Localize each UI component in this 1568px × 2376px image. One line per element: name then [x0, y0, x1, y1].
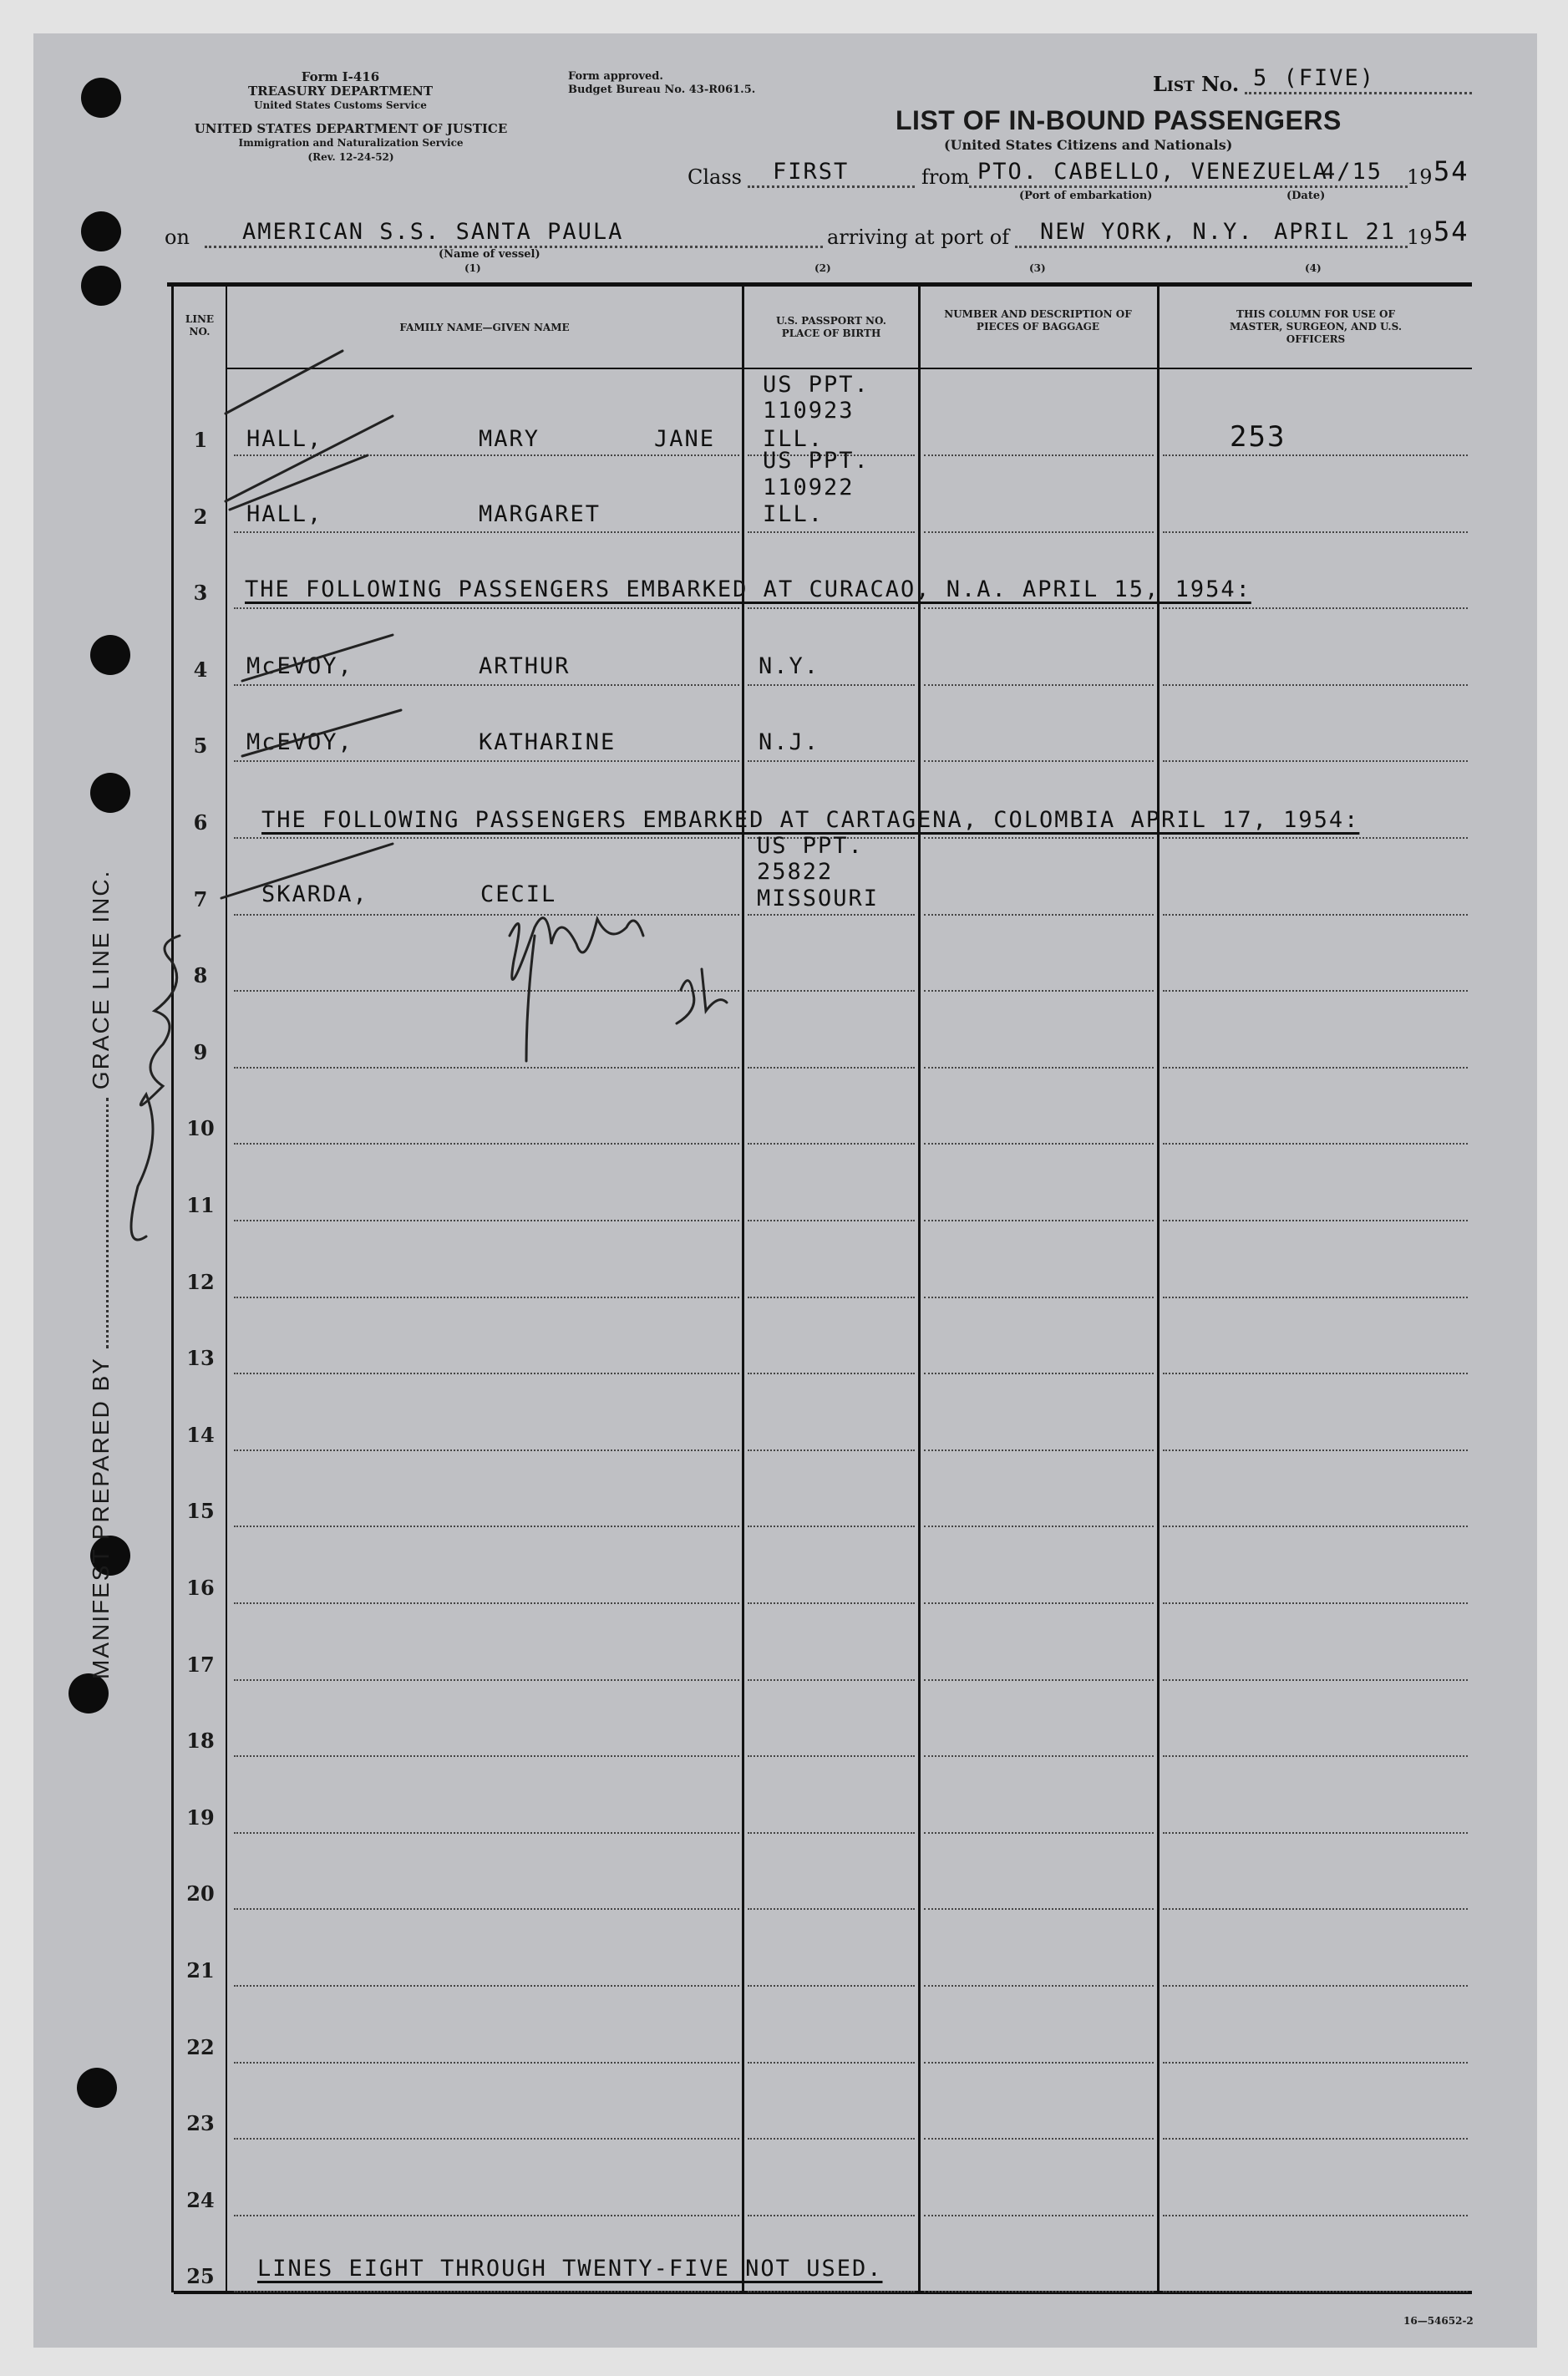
line-number: 14: [186, 1422, 215, 1447]
r1-family: HALL,: [246, 426, 323, 452]
r1-ppt-b: 110923: [763, 398, 855, 424]
company-name: GRACE LINE INC.: [88, 869, 114, 1090]
date-caption: (Date): [1286, 190, 1326, 202]
treasury-department: TREASURY DEPARTMENT: [247, 84, 434, 99]
line-number: 4: [193, 657, 208, 682]
col2-caption: (2): [814, 262, 831, 274]
justice-department: UNITED STATES DEPARTMENT OF JUSTICE: [194, 121, 508, 136]
r6-embark-note: THE FOLLOWING PASSENGERS EMBARKED AT CARTAGENA, COLOMBIA APRIL 17, 1954:: [261, 807, 1360, 833]
line-number: 1: [193, 428, 208, 452]
vessel-name: AMERICAN S.S. SANTA PAULA: [242, 219, 624, 245]
list-no-value: 5 (FIVE): [1253, 65, 1376, 91]
line-number: 23: [186, 2111, 215, 2136]
official-initials-mark: [526, 936, 535, 1061]
r5-given: KATHARINE: [479, 729, 617, 755]
r2-given: MARGARET: [479, 501, 601, 527]
r5-birth: N.J.: [759, 729, 820, 755]
check-mark: [226, 351, 343, 414]
line-number: 6: [193, 810, 208, 835]
line-number: 17: [186, 1652, 215, 1677]
form-number: Form I-416: [301, 69, 380, 84]
manifest-prepared-by: [88, 870, 114, 1679]
line-number: 22: [186, 2034, 215, 2059]
r2-birth: ILL.: [763, 501, 825, 527]
header-officers: THIS COLUMN FOR USE OF MASTER, SURGEON, AND U.S. OFFICERS: [1230, 308, 1402, 345]
r1-birth: ILL.: [763, 426, 825, 452]
line-number: 5: [193, 734, 208, 759]
from-value: PTO. CABELLO, VENEZUELA: [977, 159, 1328, 185]
budget-bureau: Budget Bureau No. 43-R061.5.: [568, 84, 756, 96]
r2-ppt-a: US PPT.: [763, 448, 870, 474]
immigration-service: Immigration and Naturalization Service: [238, 137, 464, 149]
preparer-signature: [131, 936, 180, 1240]
r4-given: ARTHUR: [479, 653, 571, 679]
r7-ppt-b: 25822: [757, 859, 834, 885]
line-number: 16: [186, 1576, 215, 1600]
customs-service: United States Customs Service: [254, 99, 427, 111]
line-number: 19: [186, 1805, 215, 1830]
r2-ppt-b: 110922: [763, 475, 855, 500]
line-number: 10: [186, 1116, 215, 1141]
header-passport: U.S. PASSPORT NO. PLACE OF BIRTH: [776, 315, 886, 339]
line-number: 2: [193, 504, 208, 529]
r7-family: SKARDA,: [261, 881, 368, 907]
r2-family: HALL,: [246, 501, 323, 527]
line-number: 7: [193, 886, 208, 911]
from-label: from: [921, 165, 970, 189]
footer-code: 16—54652-2: [1403, 2315, 1474, 2327]
class-value: FIRST: [773, 159, 850, 185]
header-line-no: LINE NO.: [185, 313, 215, 338]
arriving-label: arriving at port of: [827, 226, 1010, 249]
col3-caption: (3): [1029, 262, 1046, 274]
r7-ppt-a: US PPT.: [757, 833, 864, 859]
line-number: 25: [186, 2264, 215, 2289]
line-number: 12: [186, 1269, 215, 1294]
vessel-caption: (Name of vessel): [439, 248, 540, 261]
form-approved: Form approved.: [568, 70, 663, 83]
year-value2: 54: [1434, 216, 1469, 247]
r1-middle: JANE: [654, 426, 716, 452]
arrival-date: APRIL 21: [1274, 219, 1397, 245]
year-value: 54: [1434, 155, 1469, 187]
line-number: 11: [186, 1193, 215, 1217]
r1-officer: 253: [1230, 420, 1286, 454]
line-number: 18: [186, 1729, 215, 1754]
line-number: 15: [186, 1499, 215, 1524]
form-subtitle: (United States Citizens and Nationals): [944, 137, 1233, 153]
line-number: 8: [193, 963, 208, 988]
revision-date: (Rev. 12-24-52): [307, 151, 394, 163]
r4-birth: N.Y.: [759, 653, 820, 679]
on-label: on: [165, 226, 190, 249]
check-mark: [242, 635, 393, 681]
r5-family: McEVOY,: [246, 729, 353, 755]
check-mark: [221, 844, 393, 898]
r1-ppt-a: US PPT.: [763, 372, 870, 398]
r4-family: McEVOY,: [246, 653, 353, 679]
check-mark: [242, 710, 401, 756]
form-title: LIST OF IN-BOUND PASSENGERS: [896, 105, 1342, 135]
list-no-label: List No.: [1153, 72, 1240, 96]
class-label: Class: [688, 165, 742, 189]
embark-date: 4/15: [1322, 159, 1383, 185]
r1-given: MARY: [479, 426, 540, 452]
header-baggage: NUMBER AND DESCRIPTION OF PIECES OF BAGGAGE: [944, 308, 1132, 333]
header-name: FAMILY NAME—GIVEN NAME: [399, 322, 570, 333]
col4-caption: (4): [1305, 262, 1322, 274]
check-mark: [226, 416, 393, 501]
line-number: 21: [186, 1958, 215, 1983]
official-initials-mark: [677, 969, 727, 1023]
line-number: 13: [186, 1346, 215, 1371]
r7-birth: MISSOURI: [757, 886, 880, 911]
line-number: 24: [186, 2187, 215, 2212]
r7-given: CECIL: [480, 881, 557, 907]
port-embarkation-caption: (Port of embarkation): [1019, 190, 1153, 202]
year-prefix2: 19: [1407, 226, 1433, 249]
signature-gap: [106, 1098, 109, 1348]
r25-unused-note: LINES EIGHT THROUGH TWENTY-FIVE NOT USED.: [257, 2256, 883, 2282]
col1-caption: (1): [464, 262, 481, 274]
line-number: 20: [186, 1881, 215, 1906]
prepared-by-label: MANIFEST PREPARED BY: [88, 1357, 114, 1679]
arrival-port: NEW YORK, N.Y.: [1040, 219, 1254, 245]
line-number: 9: [193, 1039, 208, 1064]
r3-embark-note: THE FOLLOWING PASSENGERS EMBARKED AT CURACAO, N.A. APRIL 15, 1954:: [245, 576, 1251, 602]
year-prefix: 19: [1407, 165, 1433, 189]
line-number: 3: [193, 581, 208, 606]
